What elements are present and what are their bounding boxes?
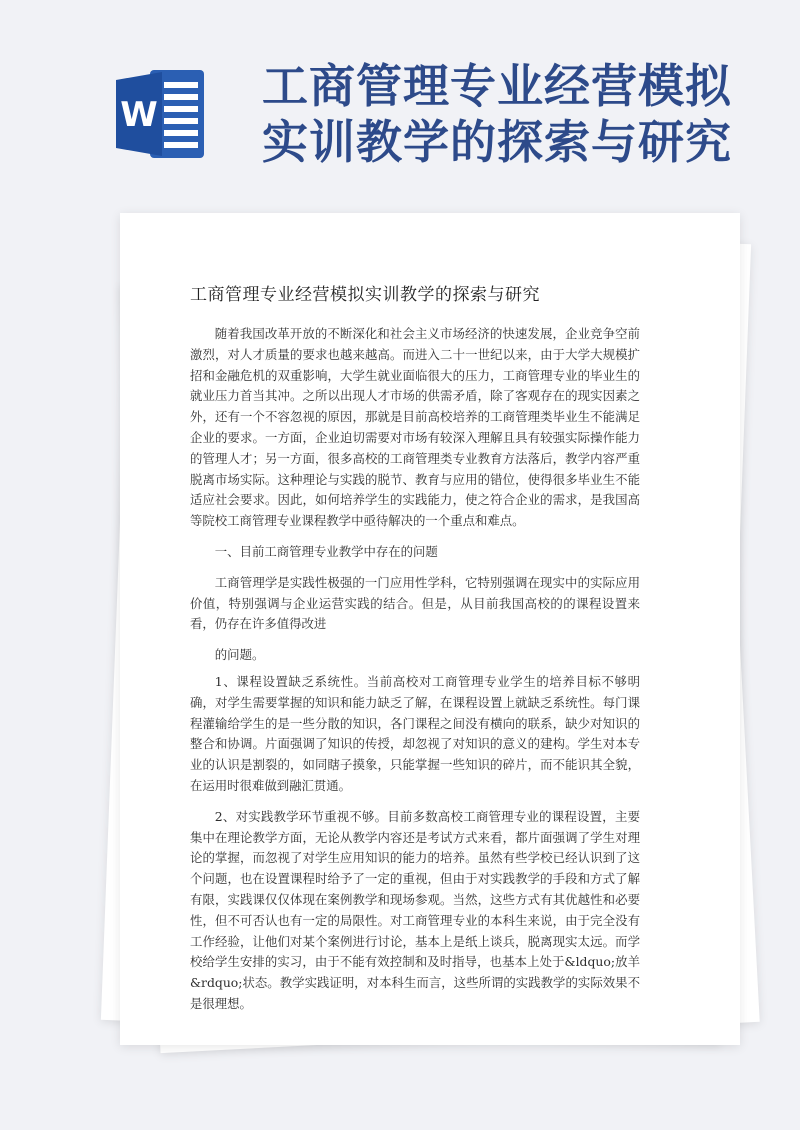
paragraph-continuation: 的问题。 [214, 647, 265, 663]
paragraph-point-2: 2、对实践教学环节重视不够。目前多数高校工商管理专业的课程设置，主要集中在理论教学方面，无论从教学内容还是考试方式来看，都片面强调了学生对理论的掌握，而忽视了对学生应用知识的能力的培养。虽然有些学校已经认识到了这个问题，也在设置课程时给予了一定的重视，但由于对实践教学的手段和方式了解有限，实践课仅仅体现在案例教学和现场参观。当然，这些方式有其优越性和必要性，但不可否认也有一定的局限性。对工商管理专业的本科生来说，由于完全没有工作经验，让他们对某个案例进行讨论，基本上是纸上谈兵，脱离现实太远。而学校给学生安排的实习，由于不能有效控制和及时指导，也基本上处于&ldquo;放羊&rdquo;状态。教学实践证明，对本科生而言，这些所谓的实践教学的实际效果不是很理想。 [190, 808, 640, 1011]
paragraph-section-1: 工商管理学是实践性极强的一门应用性学科，它特别强调在现实中的实际应用价值，特别强调与企业运营实践的结合。但是，从目前我国高校的的课程设置来看，仍存在许多值得改进 [190, 574, 640, 632]
page-title [262, 58, 732, 170]
title-line-1: 工商管理专业经营模拟 [262, 59, 732, 113]
word-document-icon [112, 66, 208, 162]
title-line-2: 实训教学的探索与研究 [262, 115, 732, 169]
document-body [190, 282, 640, 1015]
paragraph-point-1: 1、课程设置缺乏系统性。当前高校对工商管理专业学生的培养目标不够明确，对学生需要掌握的知识和能力缺乏了解，在课程设置上就缺乏系统性。每门课程灌输给学生的是一些分散的知识，各门课程之间没有横向的联系，缺少对知识的整合和协调。片面强调了知识的传授，却忽视了对知识的意义的建构。学生对本专业的认识是割裂的，如同瞎子摸象，只能掌握一些知识的碎片，而不能识其全貌，在运用时很难做到融汇贯通。 [190, 673, 640, 793]
document-title: 工商管理专业经营模拟实训教学的探索与研究 [190, 285, 540, 305]
word-icon-letter: W [120, 95, 158, 135]
paragraph-intro: 随着我国改革开放的不断深化和社会主义市场经济的快速发展，企业竞争空前激烈，对人才质量的要求也越来越高。而进入二十一世纪以来，由于大学大规模扩招和金融危机的双重影响，大学生就业面临很大的压力，工商管理专业的毕业生的就业压力首当其冲。之所以出现人才市场的供需矛盾，除了客观存在的现实因素之外，还有一个不容忽视的原因，那就是目前高校培养的工商管理类毕业生不能满足企业的要求。一方面，企业迫切需要对市场有较深入理解且具有较强实际操作能力的管理人才；另一方面，很多高校的工商管理类专业教育方法落后，教学内容严重脱离市场实际。这种理论与实践的脱节、教育与应用的错位，使得很多毕业生不能适应社会要求。因此，如何培养学生的实践能力，使之符合企业的需求，是我国高等院校工商管理专业课程教学中亟待解决的一个重点和难点。 [190, 326, 640, 529]
section-heading-1: 一、目前工商管理专业教学中存在的问题 [214, 543, 438, 559]
